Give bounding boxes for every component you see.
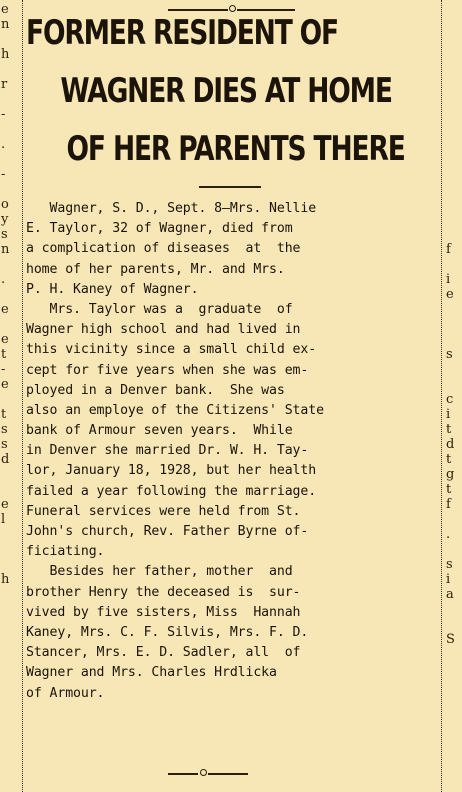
headline-line-3: OF HER PARENTS THERE	[66, 129, 405, 169]
article-line: E. Taylor, 32 of Wagner, died from	[26, 221, 293, 237]
article-line: Kaney, Mrs. C. F. Silvis, Mrs. F. D.	[26, 624, 309, 640]
bottom-ornament-dot	[200, 769, 207, 776]
article-line: P. H. Kaney of Wagner.	[26, 281, 199, 297]
article-body	[26, 199, 437, 704]
article-line: also an employe of the Citizens' State	[26, 402, 324, 418]
article-line: bank of Armour seven years. While	[26, 423, 293, 439]
article-line: Mrs. Taylor was a graduate of	[26, 301, 293, 317]
article-line: Wagner and Mrs. Charles Hrdlicka	[26, 665, 277, 681]
top-ornament-line-left	[168, 9, 228, 11]
left-column-rule	[22, 0, 24, 792]
article-line: vived by five sisters, Miss Hannah	[26, 604, 301, 620]
article-line: Wagner, S. D., Sept. 8—Mrs. Nellie	[26, 201, 317, 216]
left-neighbor-column-fragment: e n h r - . - o y s n . e e t - e t s s d e l h	[1, 2, 10, 587]
headline-line-2: WAGNER DIES AT HOME	[60, 71, 392, 111]
article-line: a complication of diseases at the	[26, 241, 301, 257]
article-line: ployed in a Denver bank. She was	[26, 382, 285, 398]
article-line: in Denver she married Dr. W. H. Tay-	[26, 443, 309, 459]
article-line: cept for five years when she was em-	[26, 362, 309, 378]
article-line: lor, January 18, 1928, but her health	[26, 463, 317, 479]
article-line: home of her parents, Mr. and Mrs.	[26, 261, 285, 277]
article-line: Funeral services were held from St.	[26, 503, 301, 519]
top-ornament-line-right	[237, 9, 295, 11]
article-line: failed a year following the marriage.	[26, 483, 317, 499]
article-line: John's church, Rev. Father Byrne of-	[26, 524, 309, 539]
right-neighbor-column-fragment: f i e s c i t d t g t f . s i a S	[446, 242, 455, 647]
headline	[26, 13, 405, 188]
article-line: brother Henry the deceased is sur-	[26, 584, 301, 600]
headline-divider	[199, 186, 261, 188]
headline-line-1: FORMER RESIDENT OF	[26, 13, 338, 53]
article-line: ficiating.	[26, 544, 105, 560]
bottom-ornament-line-left	[168, 773, 198, 775]
article-line: this vicinity since a small child ex-	[26, 342, 317, 358]
right-column-rule	[441, 0, 443, 792]
article-line: Wagner high school and had lived in	[26, 322, 301, 338]
top-ornament-dot	[229, 5, 236, 12]
article-line: Stancer, Mrs. E. D. Sadler, all of	[26, 645, 301, 661]
bottom-ornament-line-right	[208, 773, 248, 775]
article-line: of Armour.	[26, 685, 105, 701]
article-line: Besides her father, mother and	[26, 564, 293, 580]
